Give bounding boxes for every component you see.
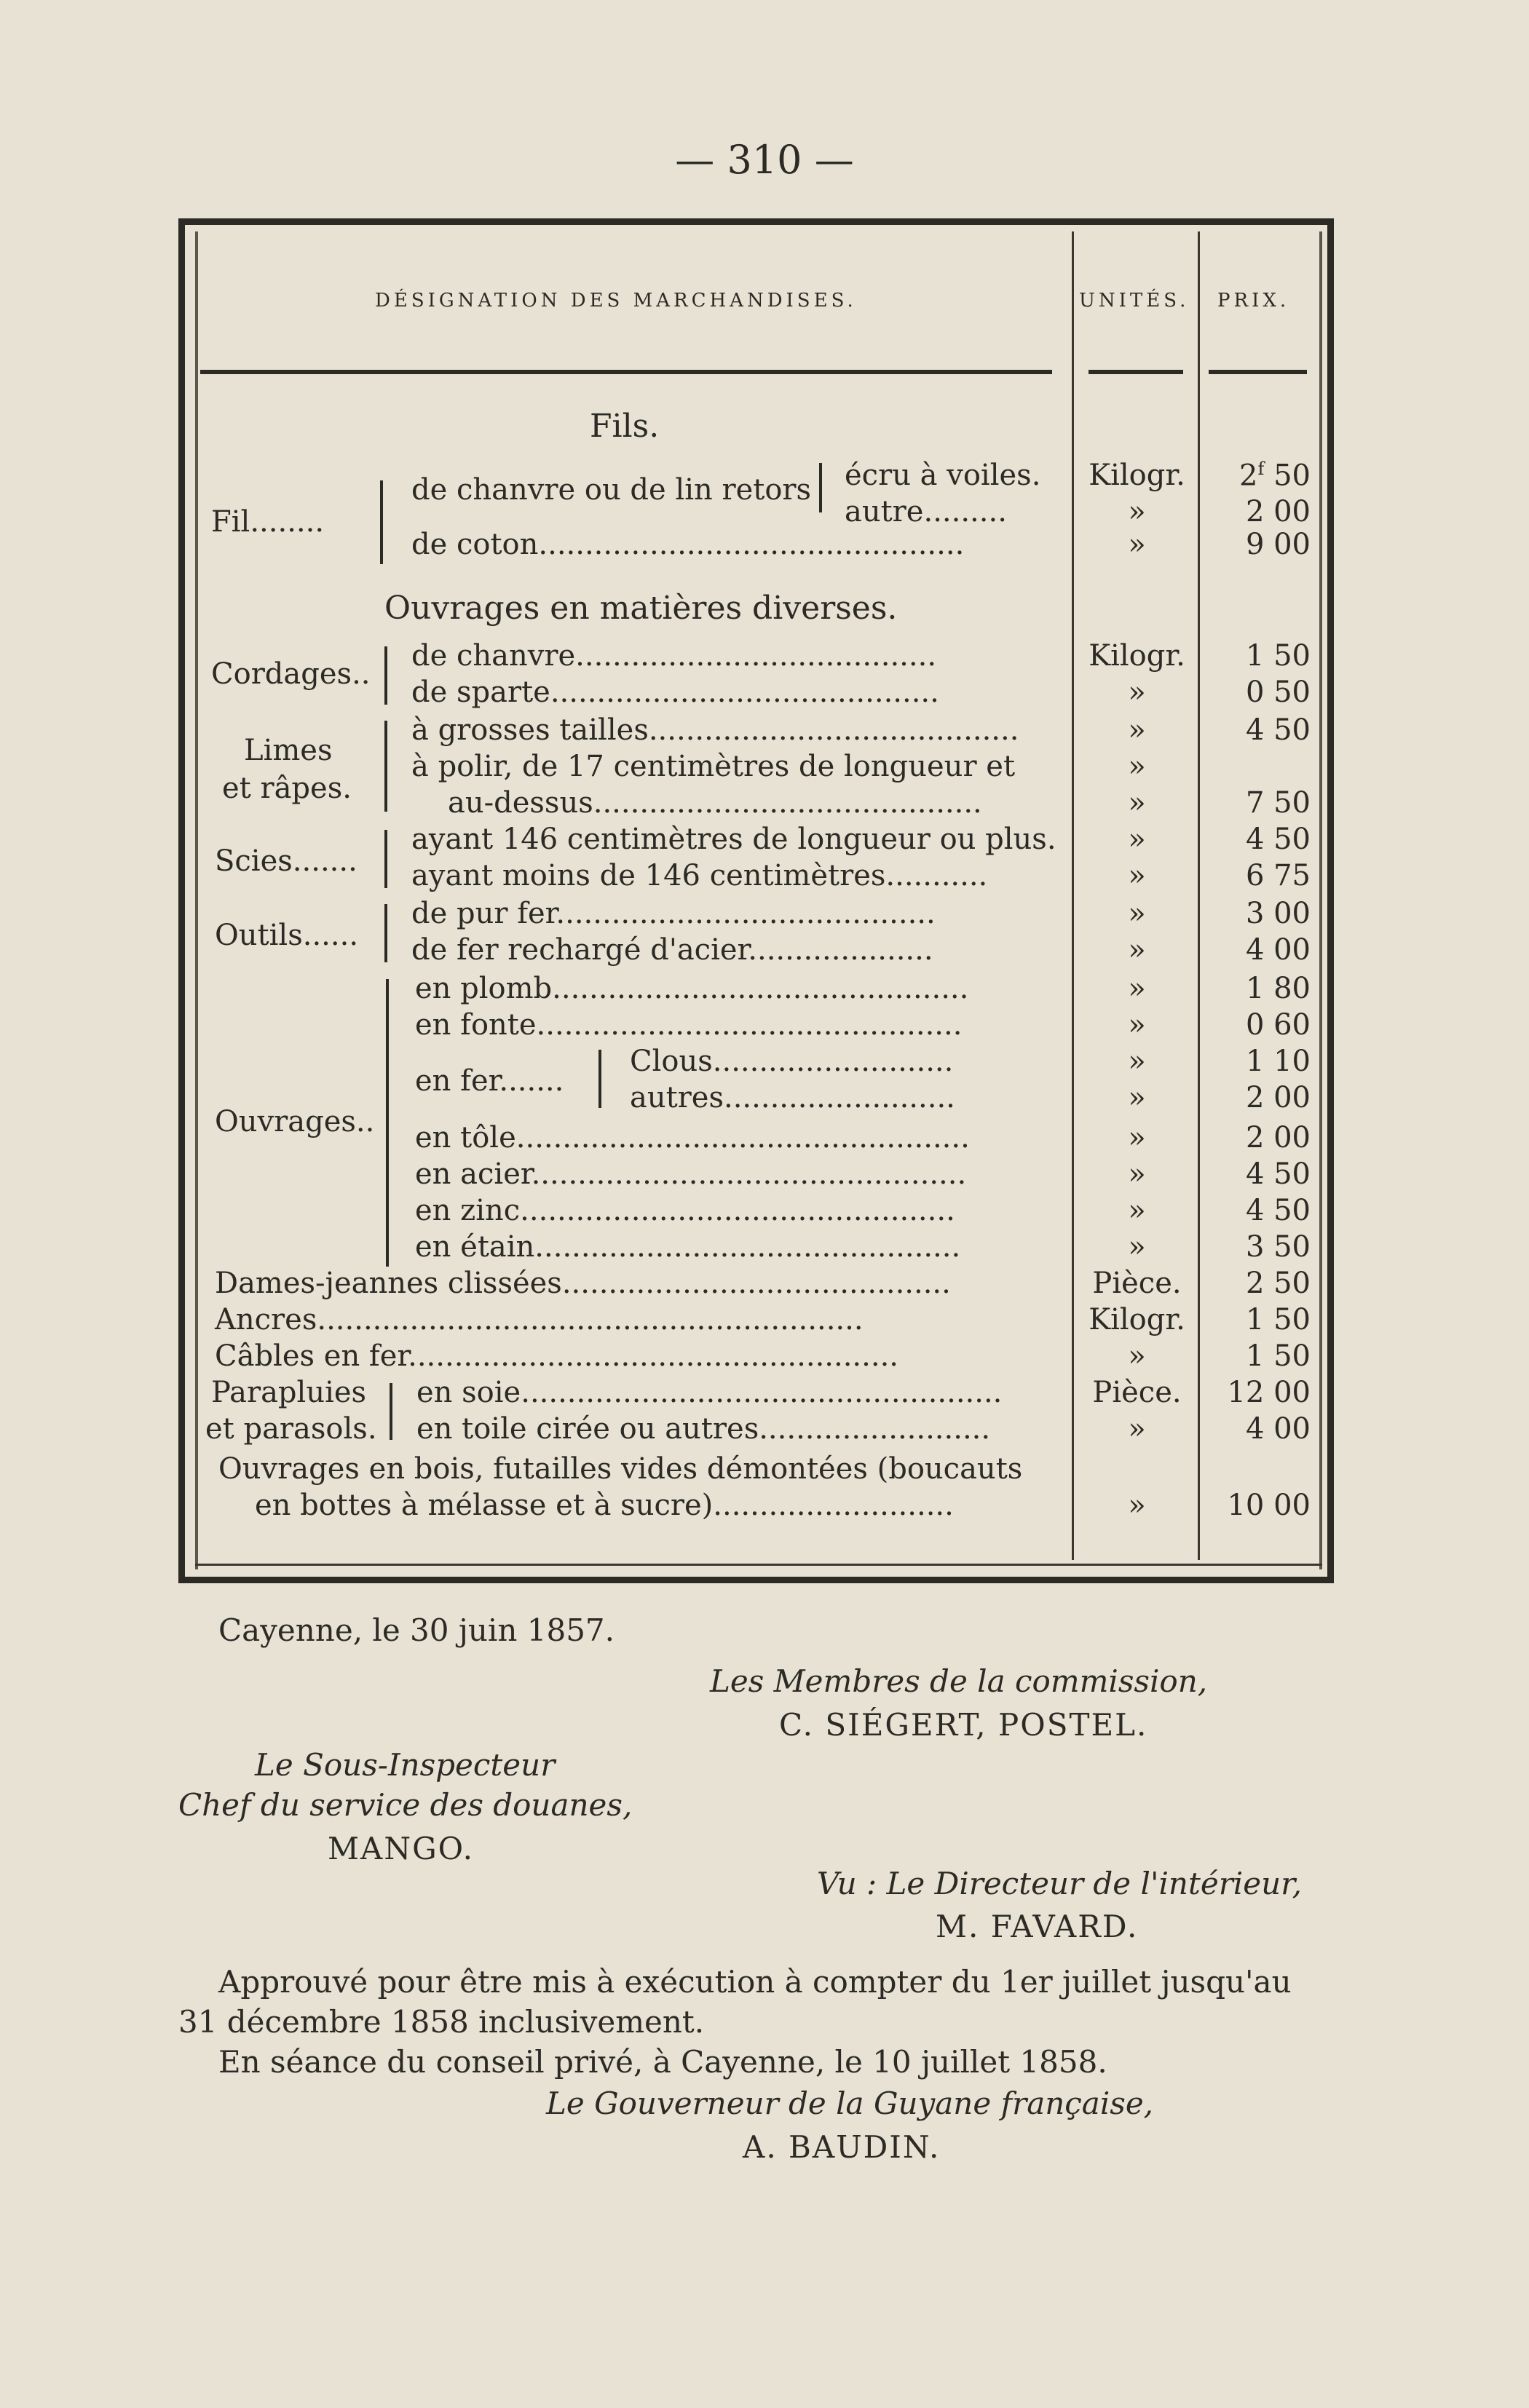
bois-row-unit: » (1128, 1489, 1146, 1522)
fil-row-price: 2$^f$ 50 (1239, 459, 1311, 493)
ouvrages-row-price: 4 50 (1245, 1194, 1311, 1227)
ouvrages-row-unit: » (1128, 1121, 1146, 1155)
ouvrages-row-price: 3 50 (1245, 1230, 1311, 1264)
bottom-row-unit: Pièce. (1092, 1267, 1182, 1300)
header-rule-designation (200, 370, 1052, 374)
bottom-row-price: 1 50 (1245, 1339, 1311, 1373)
bottom-row-unit: Kilogr. (1089, 1303, 1185, 1336)
cordages-row-text: de sparte.......................................... (411, 676, 939, 709)
limes-row-unit: » (1128, 713, 1146, 747)
fil-row-unit: » (1128, 528, 1146, 561)
group-label-scies: Scies....... (215, 844, 357, 878)
approuve-line-1: Approuvé pour être mis à exécution à compter du 1er juillet jusqu'au (218, 1964, 1292, 2000)
ouvrages-row-text: en étain.............................................. (415, 1230, 961, 1264)
ouvrages-row-unit: » (1128, 1008, 1146, 1042)
gouverneur-title: Le Gouverneur de la Guyane française, (546, 2086, 1154, 2121)
ouvrages-row-price: 1 80 (1245, 972, 1311, 1005)
outils-row-unit: » (1128, 897, 1146, 930)
group-label-limes: Limes (244, 734, 333, 767)
cordages-row-unit: » (1128, 676, 1146, 709)
fil-row-price: 9 00 (1245, 528, 1311, 561)
scies-row-text: ayant moins de 146 centimètres........... (411, 859, 988, 892)
limes-row-unit: » (1128, 786, 1146, 820)
scies-row-text: ayant 146 centimètres de longueur ou plus. (411, 823, 1056, 856)
ouvrages-row-unit: » (1128, 1230, 1146, 1264)
parapluies-row-unit: Pièce. (1092, 1376, 1182, 1409)
header-designation: DÉSIGNATION DES MARCHANDISES. (375, 290, 857, 312)
brace-limes (384, 721, 387, 812)
cordages-row-price: 0 50 (1245, 676, 1311, 709)
cordages-row-unit: Kilogr. (1089, 639, 1185, 673)
parapluies-row-text: en soie.................................................... (416, 1376, 1003, 1409)
fil-row-text: de coton.............................................. (411, 528, 965, 561)
brace-ouvrages (386, 979, 389, 1267)
bottom-row-price: 1 50 (1245, 1303, 1311, 1336)
ouvrages-row-price: 2 00 (1245, 1121, 1311, 1155)
brace-fer (598, 1050, 601, 1108)
group-label-ouvrages: Ouvrages.. (215, 1105, 375, 1138)
brace-parapluies (390, 1383, 392, 1440)
vu-directeur: Vu : Le Directeur de l'intérieur, (817, 1866, 1302, 1901)
parapluies-row-price: 12 00 (1227, 1376, 1311, 1409)
limes-row-unit: » (1128, 750, 1146, 783)
ouvrages-row-unit: » (1128, 1194, 1146, 1227)
table-bottom-rule (195, 1564, 1322, 1566)
outils-row-unit: » (1128, 933, 1146, 967)
ouvrages-row-unit: » (1128, 972, 1146, 1005)
ouvrages-row-price: 0 60 (1245, 1008, 1311, 1042)
section-title-ouvrages: Ouvrages en matières diverses. (384, 590, 898, 627)
ouvrages-row-text: en zinc............................................... (415, 1194, 955, 1227)
ouvrages-fer-label: en fer....... (415, 1064, 564, 1098)
outils-row-text: de pur fer......................................... (411, 897, 936, 930)
parapluies-row-price: 4 00 (1245, 1412, 1311, 1446)
group-label-cordages: Cordages.. (211, 657, 371, 691)
ouvrages-row-text: en fonte.............................................. (415, 1008, 963, 1042)
ouvrages-row-text: autres......................... (630, 1081, 955, 1114)
commission-names: C. SIÉGERT, POSTEL. (779, 1707, 1148, 1743)
ouvrages-row-unit: » (1128, 1045, 1146, 1078)
directeur-name: M. FAVARD. (936, 1909, 1139, 1944)
section-title-fils: Fils. (590, 408, 660, 445)
parapluies-row-unit: » (1128, 1412, 1146, 1446)
group-label-parasols: et parasols. (205, 1412, 377, 1446)
group-label-parapluies: Parapluies (211, 1376, 367, 1409)
cordages-row-price: 1 50 (1245, 639, 1311, 673)
header-rule-prix (1209, 370, 1307, 374)
bois-row-price: 10 00 (1227, 1489, 1311, 1522)
fil-row-sub: autre......... (845, 495, 1007, 528)
outils-row-price: 4 00 (1245, 933, 1311, 967)
ouvrages-row-unit: » (1128, 1157, 1146, 1191)
cordages-row-text: de chanvre....................................... (411, 639, 937, 673)
header-prix: PRIX. (1217, 290, 1290, 312)
group-label-fil: Fil........ (211, 505, 325, 539)
table-inner-right-rule (1319, 231, 1322, 1569)
fil-row-sub: écru à voiles. (845, 459, 1041, 492)
fil-row-text: de chanvre ou de lin retors (411, 473, 812, 507)
bottom-row-text: Ancres........................................................... (215, 1303, 864, 1336)
limes-row-text: à polir, de 17 centimètres de longueur et (411, 750, 1016, 783)
approuve-line-2: 31 décembre 1858 inclusivement. (178, 2004, 705, 2040)
ouvrages-row-price: 4 50 (1245, 1157, 1311, 1191)
scies-row-price: 4 50 (1245, 823, 1311, 856)
brace-chanvre (819, 463, 822, 512)
limes-row-price: 4 50 (1245, 713, 1311, 747)
seance: En séance du conseil privé, à Cayenne, le 10 juillet 1858. (218, 2044, 1107, 2080)
limes-row-price: 7 50 (1245, 786, 1311, 820)
fil-row-price: 2 00 (1245, 495, 1311, 528)
ouvrages-row-price: 2 00 (1245, 1081, 1311, 1114)
bois-row-line1: Ouvrages en bois, futailles vides démontées (boucauts (218, 1452, 1023, 1486)
ouvrages-row-text: en plomb............................................. (415, 972, 969, 1005)
limes-row-text: à grosses tailles........................................ (411, 713, 1019, 747)
bois-row-line2: en bottes à mélasse et à sucre).......................... (255, 1489, 954, 1522)
sous-inspecteur-name: MANGO. (328, 1831, 474, 1866)
bottom-row-text: Dames-jeannes clissées.......................................... (215, 1267, 951, 1300)
parapluies-row-text: en toile cirée ou autres......................... (416, 1412, 991, 1446)
brace-scies (384, 830, 387, 888)
page-number: — 310 — (675, 137, 854, 183)
fil-row-unit: Kilogr. (1089, 459, 1185, 492)
brace-fil (380, 480, 383, 564)
ouvrages-row-price: 1 10 (1245, 1045, 1311, 1078)
ouvrages-row-text: Clous.......................... (630, 1045, 954, 1078)
sous-inspecteur-title: Le Sous-Inspecteur (255, 1747, 556, 1783)
scies-row-price: 6 75 (1245, 859, 1311, 892)
header-unites: UNITÉS. (1079, 290, 1190, 312)
ouvrages-row-unit: » (1128, 1081, 1146, 1114)
scies-row-unit: » (1128, 859, 1146, 892)
bottom-row-unit: » (1128, 1339, 1146, 1373)
brace-outils (384, 904, 387, 962)
gouverneur-name: A. BAUDIN. (743, 2129, 941, 2165)
ouvrages-row-text: en tôle................................................. (415, 1121, 970, 1155)
bottom-row-text: Câbles en fer..................................................... (215, 1339, 899, 1373)
outils-row-price: 3 00 (1245, 897, 1311, 930)
group-label-rapes: et râpes. (222, 772, 352, 805)
ouvrages-row-text: en acier............................................... (415, 1157, 967, 1191)
limes-row-text: au-dessus.......................................... (448, 786, 982, 820)
place-date: Cayenne, le 30 juin 1857. (218, 1612, 615, 1648)
table-inner-left-rule (195, 231, 198, 1569)
sous-inspecteur-role: Chef du service des douanes, (178, 1787, 633, 1823)
bottom-row-price: 2 50 (1245, 1267, 1311, 1300)
brace-cordages (384, 646, 387, 705)
fil-row-unit: » (1128, 495, 1146, 528)
group-label-outils: Outils...... (215, 919, 359, 952)
header-rule-unites (1089, 370, 1183, 374)
scies-row-unit: » (1128, 823, 1146, 856)
commission-title: Les Membres de la commission, (710, 1663, 1208, 1699)
outils-row-text: de fer rechargé d'acier.................... (411, 933, 933, 967)
